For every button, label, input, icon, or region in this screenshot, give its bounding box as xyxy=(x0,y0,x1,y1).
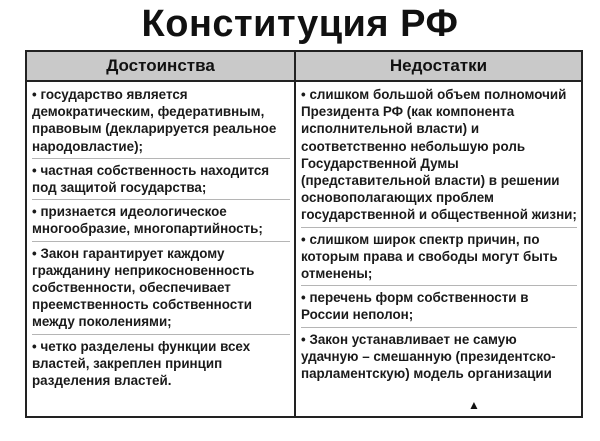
advantage-text: признается идеологическое многообразие, многопартийность; xyxy=(32,204,263,237)
header-advantages: Достоинства xyxy=(27,52,296,82)
advantage-item xyxy=(32,338,290,393)
disadvantage-item xyxy=(301,289,577,327)
bullet: • xyxy=(32,204,37,220)
disadvantage-text: перечень форм собственности в России неполон; xyxy=(301,290,529,323)
advantage-item xyxy=(32,86,290,159)
comparison-table xyxy=(25,50,583,418)
advantage-text: четко разделены функции всех властей, закреплен принцип разделения властей. xyxy=(32,338,251,389)
advantage-item xyxy=(32,203,290,241)
advantage-item xyxy=(32,162,290,200)
disadvantage-text: Закон устанавливает не самую удачную – смешанную (президентско-парламентскую) модель организации xyxy=(301,331,556,382)
disadvantage-text: слишком широк спектр причин, по которым права и свободы могут быть отменены; xyxy=(301,231,558,282)
bullet: • xyxy=(32,87,37,102)
bullet: • xyxy=(301,290,306,306)
bullet: • xyxy=(32,162,37,178)
advantage-text: Закон гарантирует каждому гражданину неприкосновенность собственности, обеспечивает преемственность собственности между поколениями; xyxy=(32,245,255,330)
cursor-mark: ▲ xyxy=(468,398,480,412)
bullet: • xyxy=(32,338,37,354)
bullet: • xyxy=(301,231,306,247)
advantage-item xyxy=(32,245,290,335)
header-disadvantages: Недостатки xyxy=(296,52,581,82)
disadvantage-text: слишком большой объем полномочий Президента РФ (как компонента исполнительной власти) и соответственно небольшую роль Государственной Думы (представительной власти) в решении основополагающих проблем государственной и общественной жизни; xyxy=(301,87,577,223)
disadvantage-item xyxy=(301,86,577,228)
page-title: Конституция РФ xyxy=(141,3,459,45)
advantage-text: частная собственность находится под защитой государства; xyxy=(32,162,270,196)
advantages-column xyxy=(27,82,296,416)
advantage-text: государство является демократическим, федеративным, правовым (декларируется реальное народовластие); xyxy=(32,87,277,154)
bullet: • xyxy=(301,331,306,347)
bullet: • xyxy=(32,245,37,261)
disadvantage-item xyxy=(301,331,577,386)
disadvantage-item xyxy=(301,231,577,287)
bullet: • xyxy=(301,87,306,102)
disadvantages-column xyxy=(296,82,581,416)
